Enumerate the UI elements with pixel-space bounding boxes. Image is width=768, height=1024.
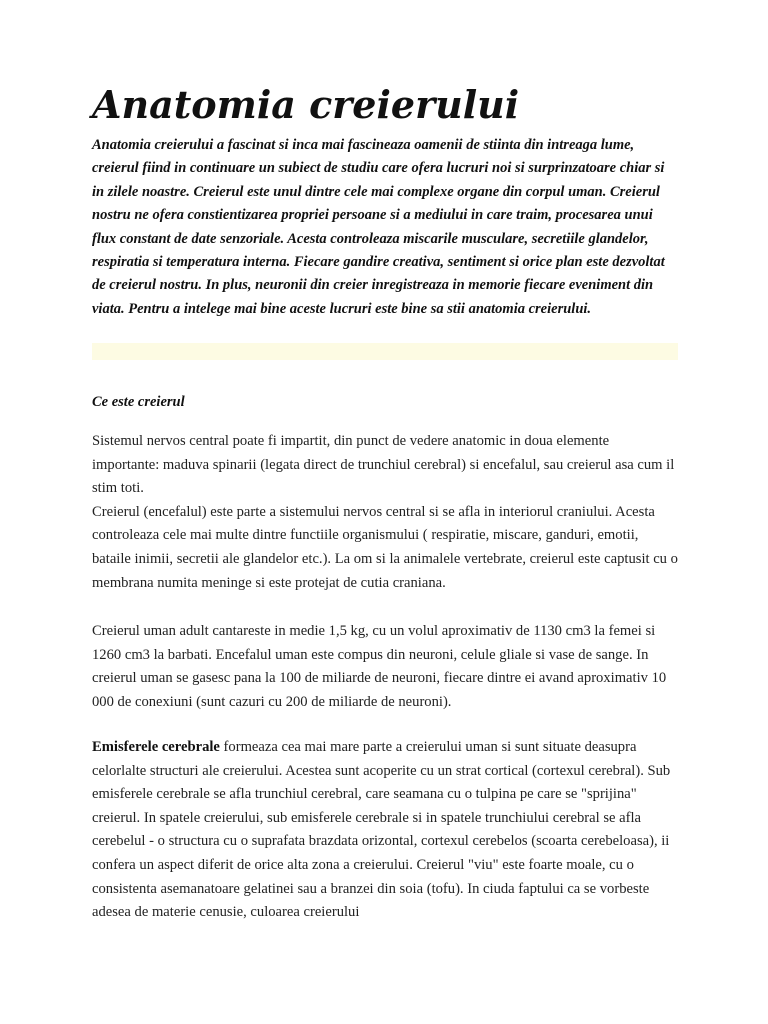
- paragraph-3: [92, 736, 678, 936]
- paragraph-2: Creierul uman adult cantareste in medie 1,5 kg, cu un volul aproximativ de 1130 cm3 la femei si 1260 cm3 la barbati. Encefalul uman este compus din neuroni, celule gliale si vase de sange. In creierul uman se gasesc pana la 100 de miliarde de neuroni, fiecare dintre ei avand aproximativ 10 000 de conexiuni (sunt cazuri cu 200 de miliarde de neuroni).: [92, 623, 667, 710]
- document-page: [92, 0, 678, 1024]
- intro-highlight-bar: [92, 343, 678, 360]
- paragraph-1-line-1: Sistemul nervos central poate fi impartit, din punct de vedere anatomic in doua elemente importante: maduva spinarii (legata direct de trunchiul cerebral) si encefalul, sau creierul asa cum il stim toti.: [92, 433, 675, 497]
- paragraph-3-text: formeaza cea mai mare parte a creierului uman si sunt situate deasupra celorlalte structuri ale creierului. Acestea sunt acoperite cu un strat cortical (cortexul cerebral). Sub emisferele cerebrale se afla trunchiul cerebral, care seamana cu o tulpina pe care se "sprijina" creierul. In spatele creierului, sub emisferele cerebrale si in spatele trunchiului cerebral se afla cerebelul - o structura cu o suprafata brazdata orizontal, cortexul cerebelos (scoarta cerebeloasa), ii confera un aspect diferit de orice alta zona a creierului. Creierul "viu" este foarte moale, cu o consistenta asemanatoare gelatinei sau a branzei din soia (tofu). In ciuda faptului ca se vorbeste adesea de materie cenusie, culoarea creierului: [92, 739, 671, 921]
- paragraph-1-line-2: Creierul (encefalul) este parte a sistemului nervos central si se afla in interiorul craniului. Acesta controleaza cele mai multe dintre functiile organismului ( respiratie, miscare, ganduri, emotii, bataile inimii, secretii ale glandelor etc.). La om si la animalele vertebrate, creierul este captusit cu o membrana numita meninge si este protejat de cutia craniana.: [92, 503, 678, 591]
- paragraph-3-term: Emisferele cerebrale: [92, 739, 220, 755]
- page-title: Anatomia creierului: [92, 82, 520, 127]
- paragraph-1: [92, 430, 678, 595]
- section-heading: Ce este creierul: [92, 394, 185, 410]
- intro-paragraph: Anatomia creierului a fascinat si inca mai fascineaza oamenii de stiinta din intreaga lume, creierul fiind in continuare un subiect de studiu care ofera lucruri noi si surprinzatoare chiar si in zilele noastre. Creierul este unul dintre cele mai complexe organe din corpul uman. Creierul nostru ne ofera constientizarea propriei persoane si a mediului in care traim, procesarea unui flux constant de date senzoriale. Acesta controleaza miscarile musculare, secretiile glandelor, respiratia si temperatura interna. Fiecare gandire creativa, sentiment si orice plan este dezvoltat de creierul nostru. In plus, neuronii din creier inregistreaza in memorie fiecare eveniment din viata. Pentru a intelege mai bine aceste lucruri este bine sa stii anatomia creierului.: [92, 137, 665, 317]
- intro-section: [92, 130, 678, 360]
